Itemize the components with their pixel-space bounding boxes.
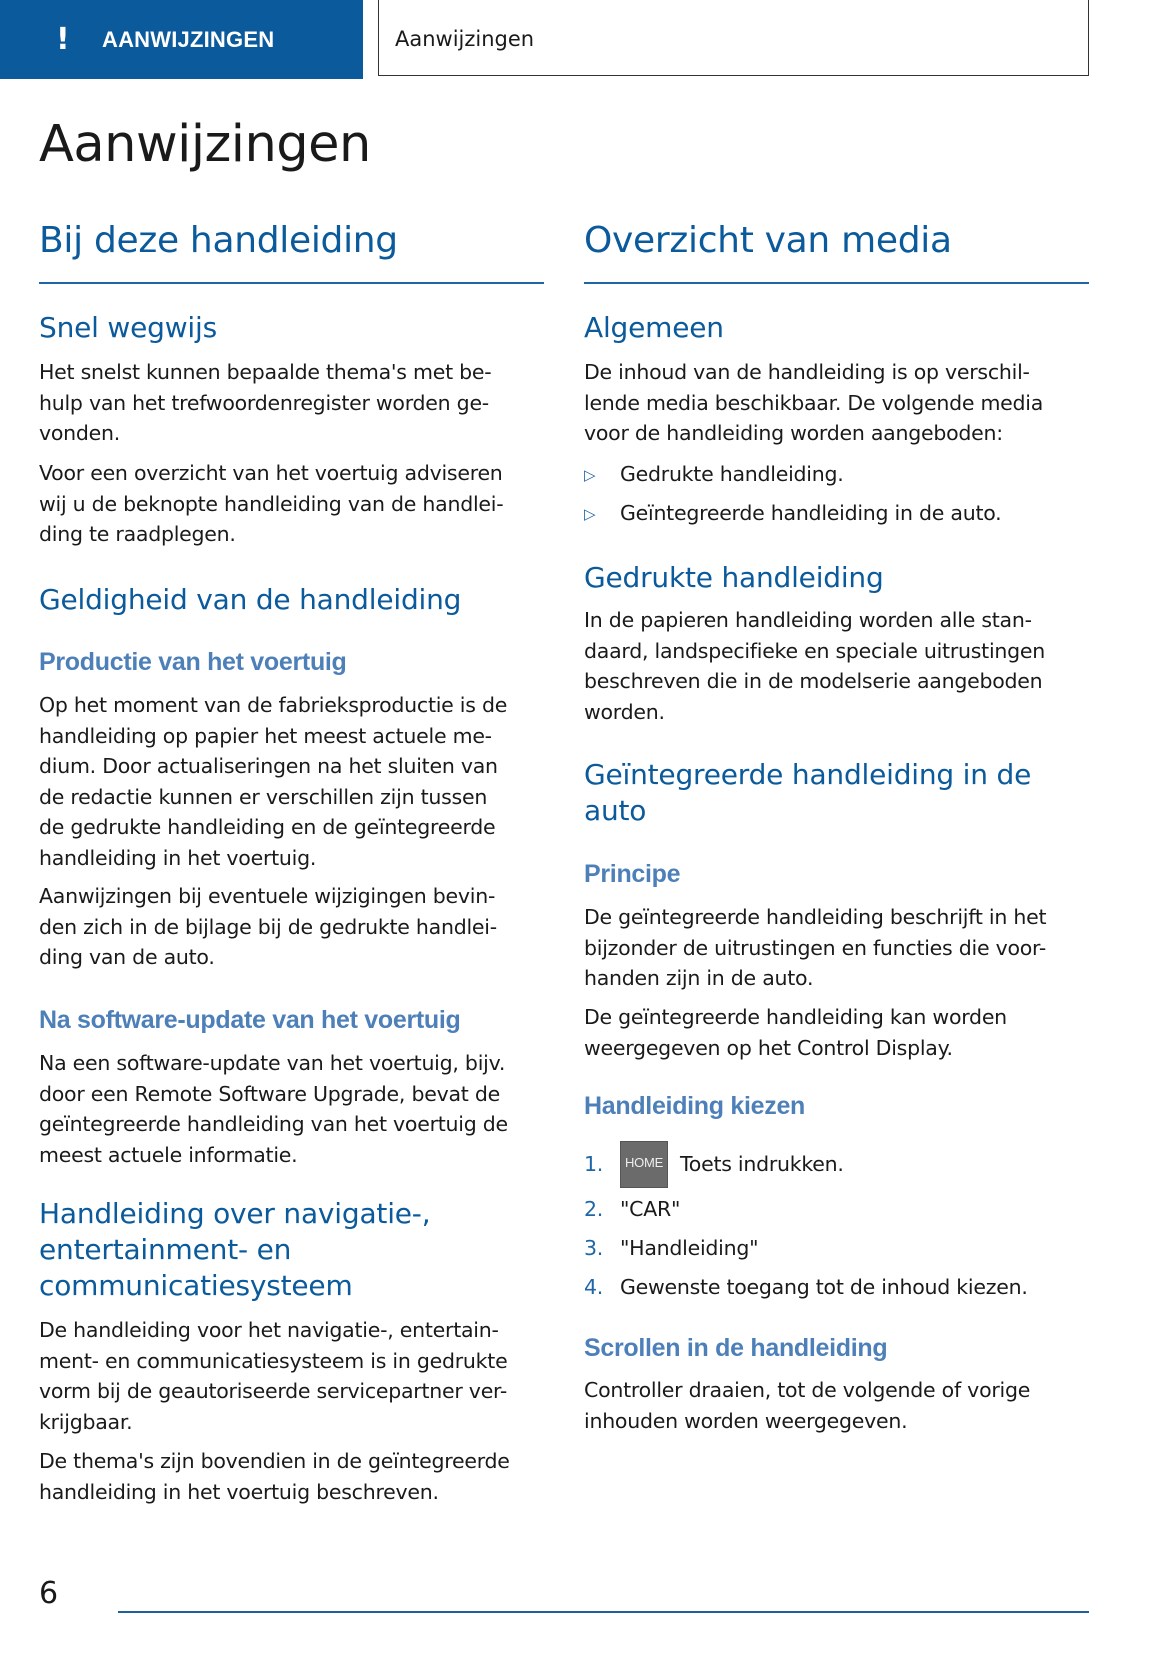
paragraph-snel-1 xyxy=(39,357,544,449)
paragraph-principe-1 xyxy=(584,902,1089,994)
paragraph-scrollen xyxy=(584,1375,1089,1436)
text-line: Controller draaien, tot de volgende of vorige xyxy=(584,1378,1031,1402)
text-line: handleiding in het voertuig beschreven. xyxy=(39,1479,439,1504)
text-line: handleiding in het voertuig. xyxy=(39,845,317,870)
heading-geldigheid: Geldigheid van de handleiding xyxy=(39,583,462,616)
text-line: meest actuele informatie. xyxy=(39,1142,298,1167)
subheading-handleiding-kiezen: Handleiding kiezen xyxy=(584,1092,806,1120)
step-text: "Handleiding" xyxy=(620,1235,759,1260)
steps-list xyxy=(584,1139,1028,1306)
step-number: 4. xyxy=(584,1274,604,1299)
text-line: ment- en communicatiesysteem is in gedrukte xyxy=(39,1348,508,1373)
heading-snel-wegwijs: Snel wegwijs xyxy=(39,311,217,344)
paragraph-productie-1 xyxy=(39,690,544,873)
text-line: handleiding op papier het meest actuele me- xyxy=(39,723,492,748)
section-title-overzicht-van-media: Overzicht van media xyxy=(584,220,952,261)
text-line: De geïntegreerde handleiding kan worden xyxy=(584,1005,1007,1029)
page-number: 6 xyxy=(39,1576,59,1611)
subheading-scrollen: Scrollen in de handleiding xyxy=(584,1334,888,1362)
home-button-icon: HOME xyxy=(620,1141,668,1188)
text-line: vorm bij de geautoriseerde servicepartner ver- xyxy=(39,1379,508,1403)
text-line: Op het moment van de fabrieksproductie is de xyxy=(39,693,508,717)
section-title-bij-deze-handleiding: Bij deze handleiding xyxy=(39,220,398,261)
text-line: De inhoud van de handleiding is op verschil- xyxy=(584,360,1030,384)
text-line: voor de handleiding worden aangeboden: xyxy=(584,421,1003,445)
paragraph-algemeen xyxy=(584,357,1089,449)
text-line: den zich in de bijlage bij de gedrukte handlei- xyxy=(39,914,497,939)
step-text: "CAR" xyxy=(620,1196,681,1221)
subheading-software-update: Na software-update van het voertuig xyxy=(39,1006,461,1034)
triangle-bullet-icon: ▷ xyxy=(584,466,596,484)
text-line: bijzonder de uitrustingen en functies die voor- xyxy=(584,935,1047,960)
footer-divider xyxy=(118,1611,1089,1613)
text-line: krijgbaar. xyxy=(39,1409,133,1434)
section-tab-label: AANWIJZINGEN xyxy=(102,26,275,52)
heading-gedrukte-handleiding: Gedrukte handleiding xyxy=(584,561,884,594)
text-line: inhouden worden weergegeven. xyxy=(584,1408,908,1433)
text-line: geïntegreerde handleiding van het voertuig de xyxy=(39,1112,508,1136)
text-line: De handleiding voor het navigatie-, entertain- xyxy=(39,1318,499,1342)
text-line: In de papieren handleiding worden alle stan- xyxy=(584,608,1032,632)
text-line: ding van de auto. xyxy=(39,945,215,969)
step-number: 2. xyxy=(584,1196,604,1221)
paragraph-snel-2 xyxy=(39,458,544,550)
text-line: Na een software-update van het voertuig, bijv. xyxy=(39,1051,506,1075)
heading-algemeen: Algemeen xyxy=(584,311,724,344)
list-item-text: Gedrukte handleiding. xyxy=(620,462,844,486)
heading-line: Handleiding over navigatie-, xyxy=(39,1197,431,1230)
heading-line: auto xyxy=(584,794,647,827)
step-item xyxy=(584,1189,1028,1228)
triangle-bullet-icon: ▷ xyxy=(584,505,596,523)
step-number: 3. xyxy=(584,1235,604,1260)
warning-exclamation-icon: ! xyxy=(56,22,70,57)
media-bullet-list xyxy=(584,459,1001,529)
subheading-productie: Productie van het voertuig xyxy=(39,648,347,676)
list-item xyxy=(584,498,1001,529)
paragraph-productie-2 xyxy=(39,881,544,973)
paragraph-navigatie-1 xyxy=(39,1315,544,1437)
page-title: Aanwijzingen xyxy=(39,115,371,174)
text-line: lende media beschikbaar. De volgende media xyxy=(584,390,1044,415)
paragraph-navigatie-2 xyxy=(39,1446,544,1507)
text-line: daard, landspecifieke en speciale uitrustingen xyxy=(584,638,1046,663)
step-item xyxy=(584,1139,1028,1189)
heading-line: communicatiesysteem xyxy=(39,1269,353,1302)
paragraph-software xyxy=(39,1048,544,1170)
list-item xyxy=(584,459,1001,490)
text-line: de gedrukte handleiding en de geïntegreerde xyxy=(39,815,496,839)
text-line: door een Remote Software Upgrade, bevat de xyxy=(39,1081,500,1106)
section-tab xyxy=(0,0,363,79)
heading-line: entertainment- en xyxy=(39,1233,292,1266)
step-text: Toets indrukken. xyxy=(680,1152,844,1176)
section-divider xyxy=(39,282,544,284)
text-line: dium. Door actualiseringen na het sluiten van xyxy=(39,754,498,778)
step-item xyxy=(584,1228,1028,1267)
text-line: wij u de beknopte handleiding van de handlei- xyxy=(39,491,504,516)
paragraph-principe-2 xyxy=(584,1002,1089,1063)
text-line: Het snelst kunnen bepaalde thema's met be- xyxy=(39,360,492,384)
step-number: 1. xyxy=(584,1152,604,1176)
text-line: De geïntegreerde handleiding beschrijft in het xyxy=(584,905,1047,929)
text-line: vonden. xyxy=(39,421,121,445)
text-line: handen zijn in de auto. xyxy=(584,966,814,990)
text-line: Voor een overzicht van het voertuig adviseren xyxy=(39,461,503,485)
heading-geintegreerde-handleiding xyxy=(584,757,1031,829)
heading-navigatie xyxy=(39,1196,430,1304)
step-text: Gewenste toegang tot de inhoud kiezen. xyxy=(620,1274,1028,1299)
text-line: worden. xyxy=(584,699,665,724)
list-item-text: Geïntegreerde handleiding in de auto. xyxy=(620,501,1002,525)
chapter-header xyxy=(378,0,1089,76)
paragraph-gedrukt xyxy=(584,605,1089,727)
subheading-principe: Principe xyxy=(584,860,681,888)
text-line: ding te raadplegen. xyxy=(39,522,236,546)
text-line: De thema's zijn bovendien in de geïntegreerde xyxy=(39,1449,510,1473)
text-line: weergegeven op het Control Display. xyxy=(584,1035,953,1060)
text-line: beschreven die in de modelserie aangeboden xyxy=(584,669,1043,693)
step-item xyxy=(584,1267,1028,1306)
text-line: Aanwijzingen bij eventuele wijzigingen bevin- xyxy=(39,884,496,908)
section-divider xyxy=(584,282,1089,284)
chapter-header-label: Aanwijzingen xyxy=(395,27,535,51)
text-line: de redactie kunnen er verschillen zijn tussen xyxy=(39,784,488,809)
heading-line: Geïntegreerde handleiding in de xyxy=(584,758,1032,791)
text-line: hulp van het trefwoordenregister worden ge- xyxy=(39,390,489,415)
